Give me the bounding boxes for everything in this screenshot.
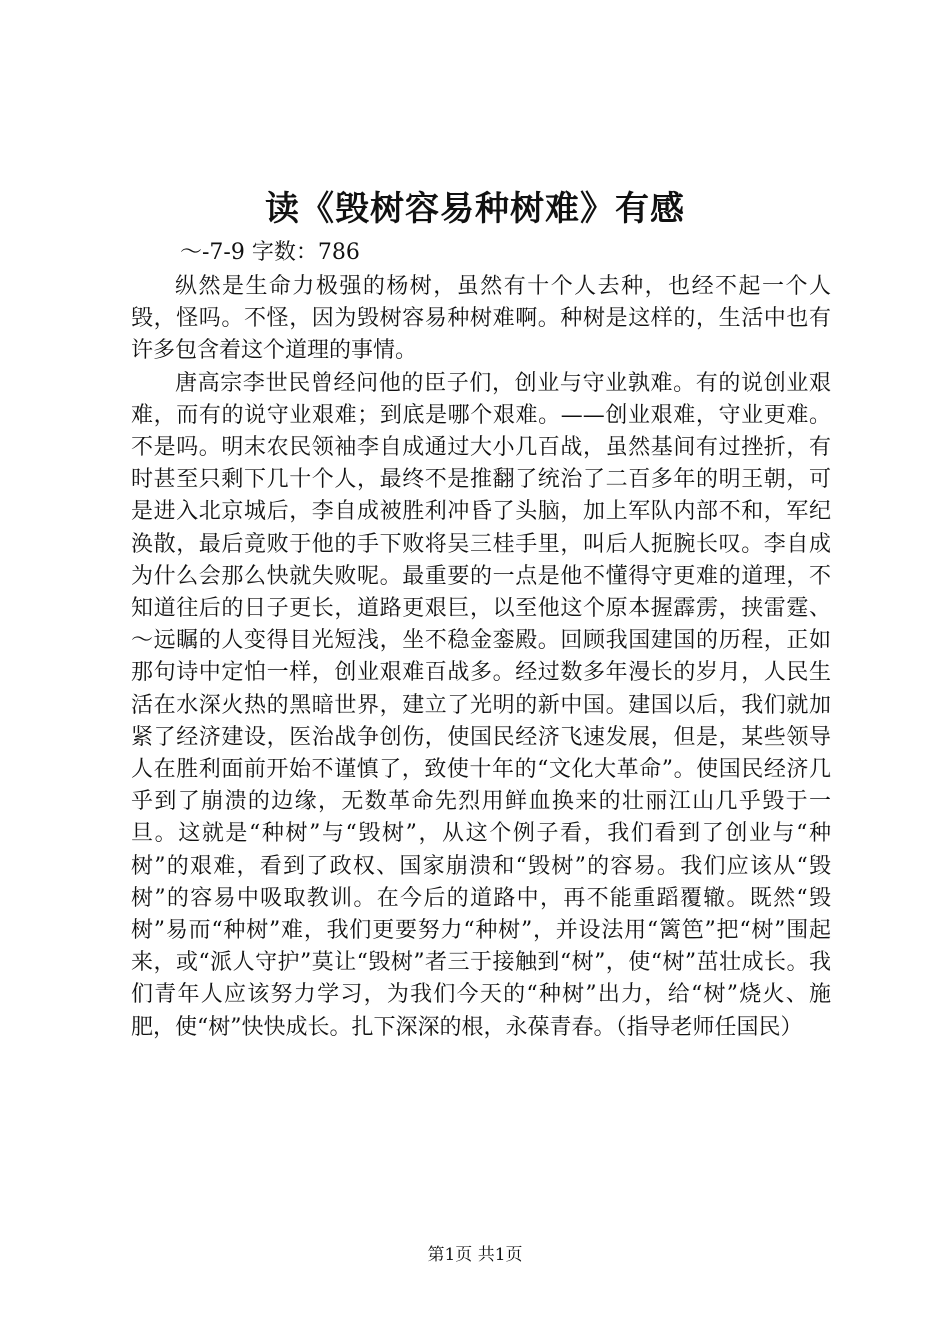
document-meta: ～-7-9 字数：786 xyxy=(180,240,360,265)
document-body xyxy=(131,271,831,1044)
document-title: 读《毁树容易种树难》有感 xyxy=(265,189,685,229)
page-footer: 第1页 共1页 xyxy=(427,1245,523,1265)
paragraph: 唐高宗李世民曾经问他的臣子们，创业与守业孰难。有的说创业艰难，而有的说守业艰难；到底是哪个艰难。——创业艰难，守业更难。不是吗。明末农民领袖李自成通过大小几百战，虽然基间有过挫折，有时甚至只剩下几十个人，最终不是推翻了统治了二百多年的明王朝，可是进入北京城后，李自成被胜利冲昏了头脑，加上军队内部不和，军纪涣散，最后竟败于他的手下败将吴三桂手里，叫后人扼腕长叹。李自成为什么会那么快就失败呢。最重要的一点是他不懂得守更难的道理，不知道往后的日子更长，道路更艰巨，以至他这个原本握霹雳，挟雷霆、～远瞩的人变得目光短浅，坐不稳金銮殿。回顾我国建国的历程，正如那句诗中定怕一样，创业艰难百战多。经过数多年漫长的岁月，人民生活在水深火热的黑暗世界，建立了光明的新中国。建国以后，我们就加紧了经济建设，医治战争创伤，使国民经济飞速发展，但是，某些领导人在胜利面前开始不谨慎了，致使十年的“文化大革命”。使国民经济几乎到了崩溃的边缘，无数革命先烈用鲜血换来的壮丽江山几乎毁于一旦。这就是“种树”与“毁树”，从这个例子看，我们看到了创业与“种树”的艰难，看到了政权、国家崩溃和“毁树”的容易。我们应该从“毁树”的容易中吸取教训。在今后的道路中，再不能重蹈覆辙。既然“毁树”易而“种树”难，我们更要努力“种树”，并设法用“篱笆”把“树”围起来，或“派人守护”莫让“毁树”者三于接触到“树”，使“树”茁壮成长。我们青年人应该努力学习，为我们今天的“种树”出力，给“树”烧火、施肥，使“树”快快成长。扎下深深的根，永葆青春。（指导老师任国民） xyxy=(131,370,831,1040)
paragraph: 纵然是生命力极强的杨树，虽然有十个人去种，也经不起一个人毁，怪吗。不怪，因为毁树容易种树难啊。种树是这样的，生活中也有许多包含着这个道理的事情。 xyxy=(131,274,831,364)
